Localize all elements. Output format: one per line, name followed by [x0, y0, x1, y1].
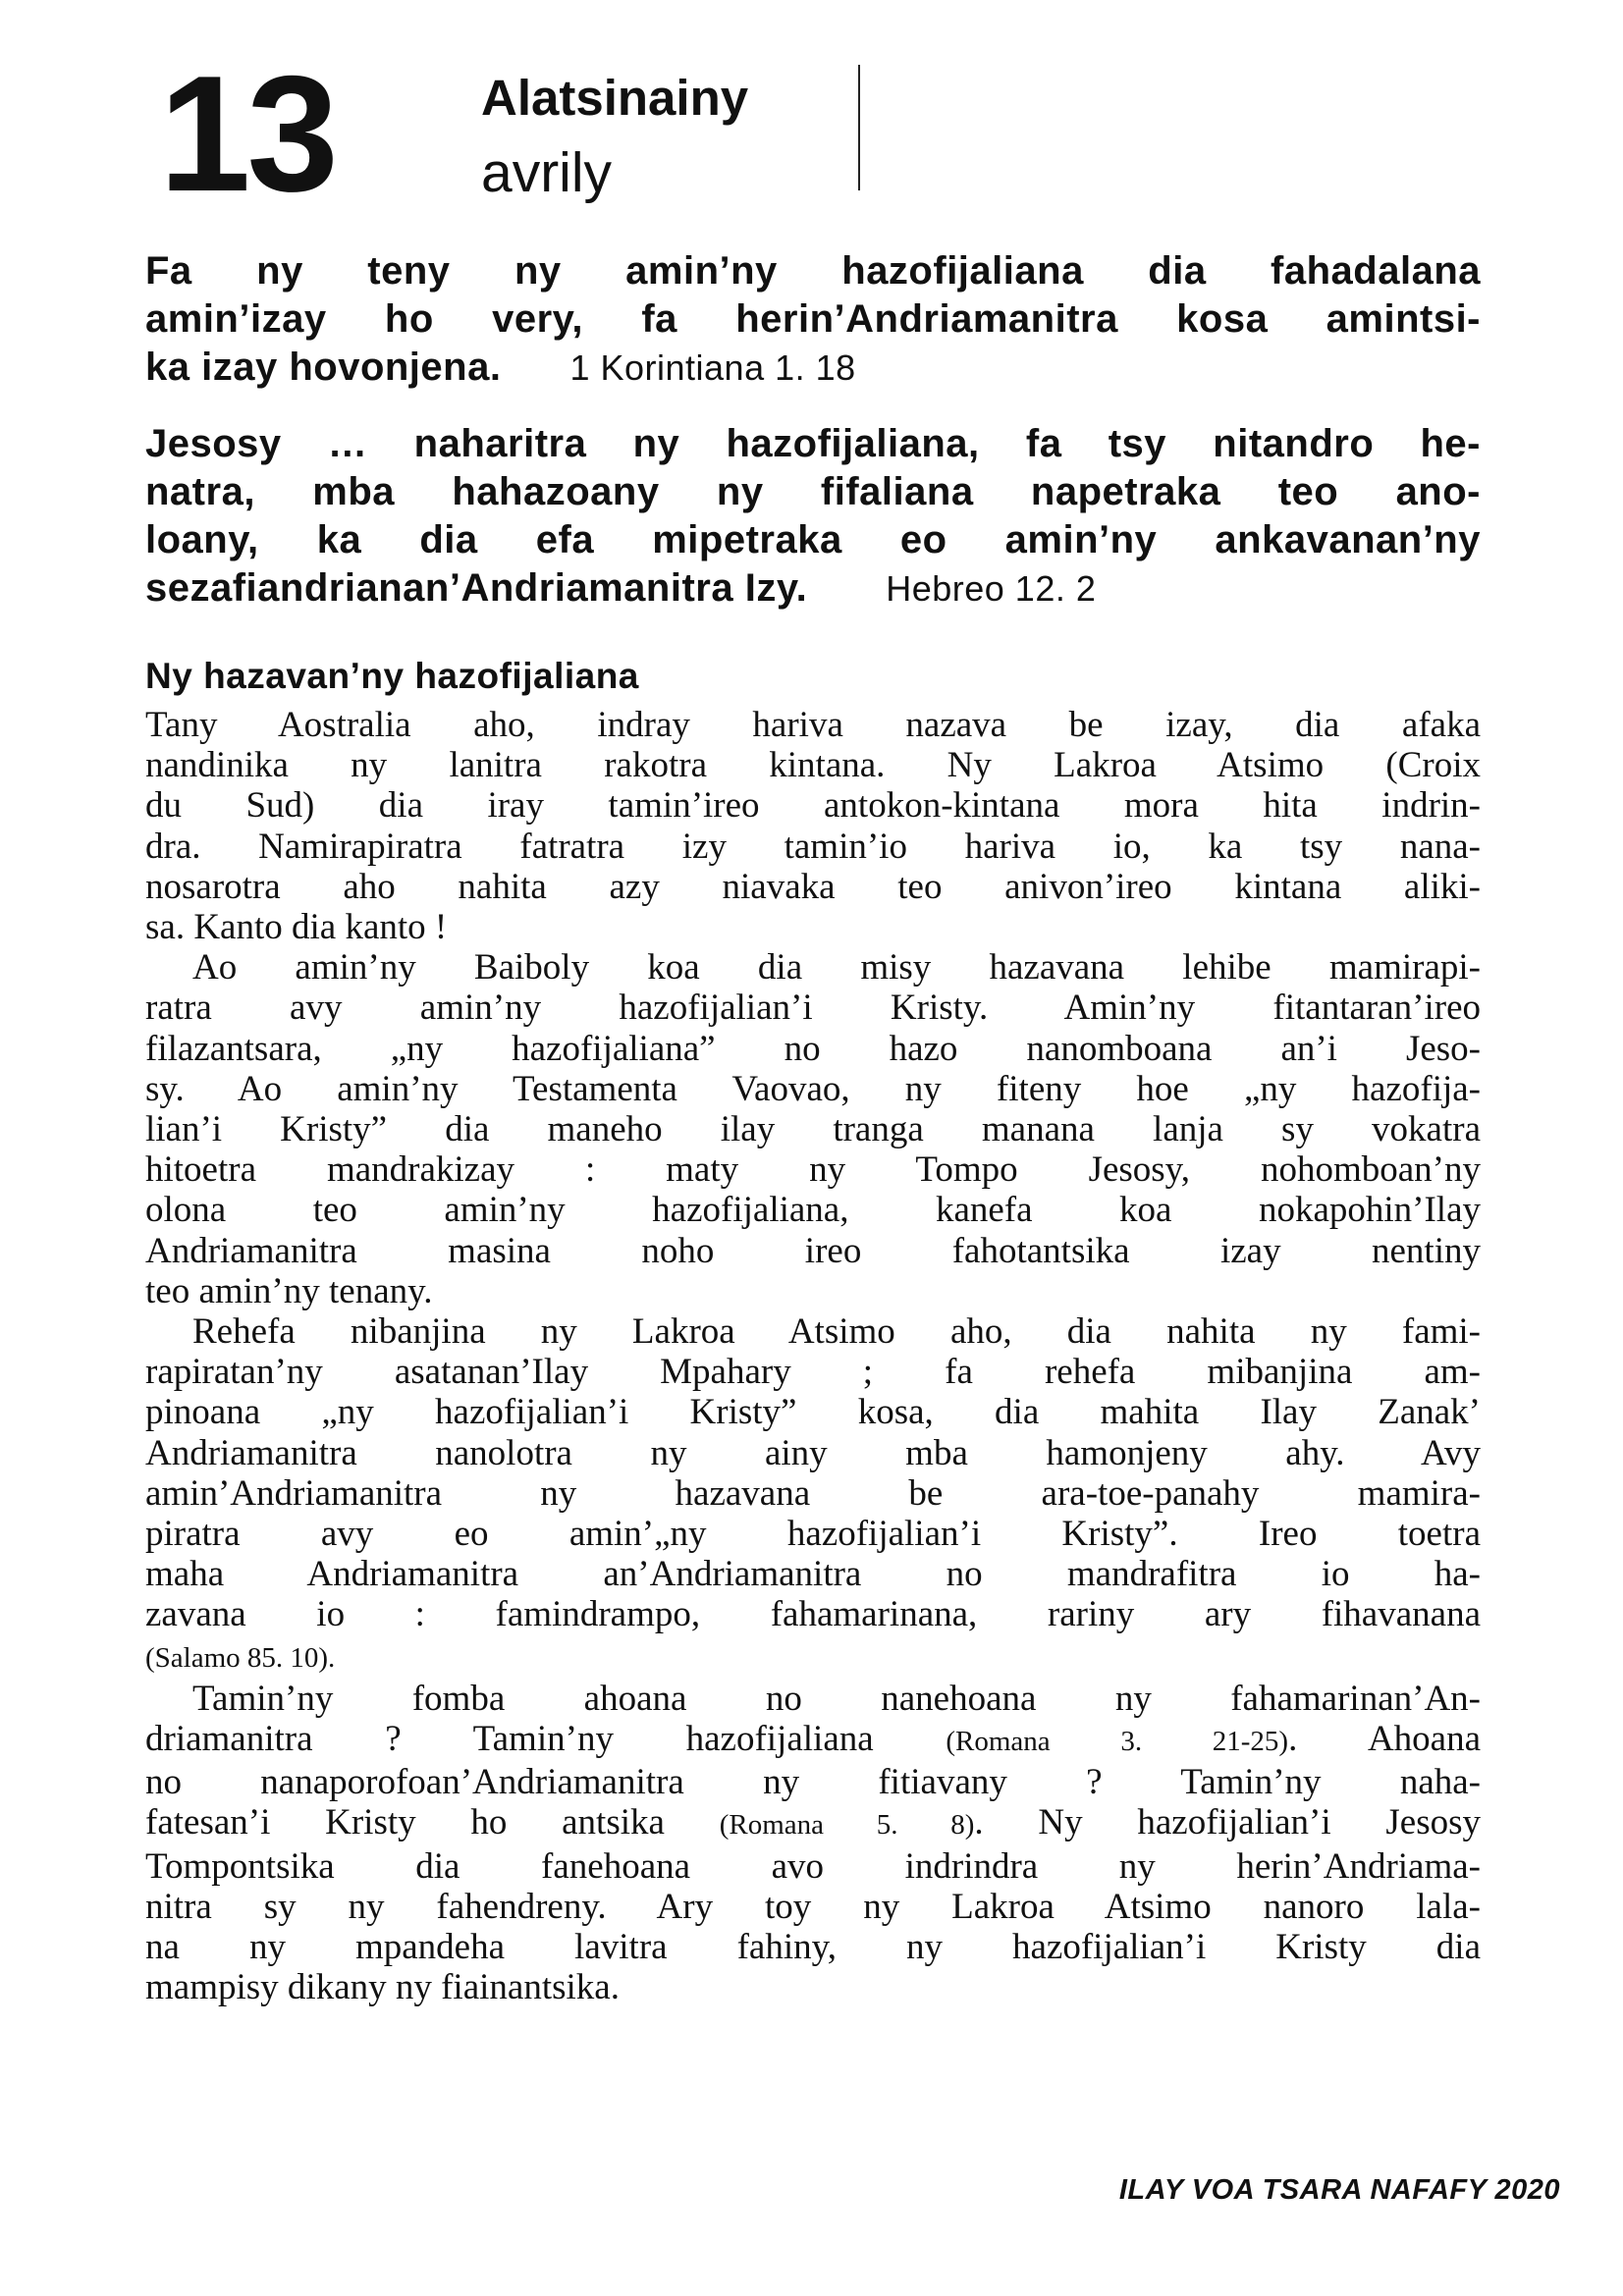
body-line: Tany Aostralia aho, indray hariva nazava be izay, dia afaka — [145, 705, 1481, 745]
verse-line: Fa ny teny ny amin’ny hazofijaliana dia fahadalana — [145, 249, 1481, 293]
body-text-segment: . Ahoana — [1288, 1719, 1482, 1760]
footer-title: ILAY VOA TSARA NAFAFY 2020 — [1118, 2174, 1560, 2206]
body-line: nitra sy ny fahendreny. Ary toy ny Lakroa Atsimo nanoro lala- — [145, 1886, 1481, 1927]
verse-text: ka izay hovonjena. — [145, 346, 502, 389]
header-divider — [858, 65, 860, 190]
body-line: no nanaporofoan’Andriamanitra ny fitiavany ? Tamin’ny naha- — [145, 1762, 1481, 1803]
body-line: mampisy dikany ny fiainantsika. — [145, 1967, 620, 2008]
body-line: sa. Kanto dia kanto ! — [145, 907, 448, 948]
body-line: hitoetra mandrakizay : maty ny Tompo Jesosy, nohomboan’ny — [145, 1149, 1481, 1191]
body-line: maha Andriamanitra an’Andriamanitra no mandrafitra io ha- — [145, 1554, 1481, 1595]
body-line: Andriamanitra masina noho ireo fahotantsika izay nentiny — [145, 1230, 1481, 1271]
body-line: piratra avy eo amin’„ny hazofijalian’i Kristy”. Ireo toetra — [145, 1514, 1481, 1555]
weekday: Alatsinainy — [481, 70, 749, 126]
verse-reference: Hebreo 12. 2 — [886, 568, 1097, 609]
verse-line-last — [145, 344, 1481, 392]
body-line: amin’Andriamanitra ny hazavana be ara-toe-panahy mamira- — [145, 1472, 1481, 1514]
body-line: lian’i Kristy” dia maneho ilay tranga manana lanja sy vokatra — [145, 1109, 1481, 1150]
verse-line: Jesosy … naharitra ny hazofijaliana, fa tsy nitandro he- — [145, 422, 1481, 465]
day-number: 13 — [159, 41, 335, 226]
body-line: dra. Namirapiratra fatratra izy tamin’io hariva io, ka tsy nana- — [145, 826, 1481, 867]
body-line: filazantsara, „ny hazofijaliana” no hazo nanomboana an’i Jeso- — [145, 1028, 1481, 1069]
scripture-reference: (Salamo 85. 10). — [145, 1641, 336, 1674]
body-line: Ao amin’ny Baiboly koa dia misy hazavana lehibe mamirapi- — [192, 947, 1481, 988]
body-line: rapiratan’ny asatanan’Ilay Mpahary ; fa rehefa mibanjina am- — [145, 1352, 1481, 1393]
body-line: du Sud) dia iray tamin’ireo antokon-kintana mora hita indrin- — [145, 785, 1481, 827]
verse-line: natra, mba hahazoany ny fifaliana napetraka teo ano- — [145, 470, 1481, 513]
verse-line-last — [145, 564, 1481, 613]
body-line: sy. Ao amin’ny Testamenta Vaovao, ny fiteny hoe „ny hazofija- — [145, 1068, 1481, 1109]
body-line — [145, 1719, 1481, 1762]
body-line: Tompontsika dia fanehoana avo indrindra ny herin’Andriama- — [145, 1845, 1481, 1887]
body-text-segment: . Ny hazofijalian’i Jesosy — [974, 1802, 1481, 1843]
body-text-segment: driamanitra ? Tamin’ny hazofijaliana — [145, 1719, 947, 1760]
body-text-segment: fatesan’i Kristy ho antsika — [145, 1802, 720, 1843]
body-line: Andriamanitra nanolotra ny ainy mba hamonjeny ahy. Avy — [145, 1432, 1481, 1473]
body-line: olona teo amin’ny hazofijaliana, kanefa koa nokapohin’Ilay — [145, 1190, 1481, 1231]
body-line: pinoana „ny hazofijalian’i Kristy” kosa, dia mahita Ilay Zanak’ — [145, 1392, 1481, 1433]
body-line: Tamin’ny fomba ahoana no nanehoana ny fahamarinan’An- — [192, 1678, 1481, 1719]
body-text — [145, 705, 1481, 2008]
body-line: teo amin’ny tenany. — [145, 1270, 433, 1311]
verse-line: loany, ka dia efa mipetraka eo amin’ny ankavanan’ny — [145, 518, 1481, 561]
body-line: na ny mpandeha lavitra fahiny, ny hazofijalian’i Kristy dia — [145, 1927, 1481, 1968]
body-line — [145, 1635, 1481, 1679]
scripture-reference: (Romana 3. 21-25) — [946, 1726, 1289, 1758]
body-line: ratra avy amin’ny hazofijalian’i Kristy. Amin’ny fitantaran’ireo — [145, 988, 1481, 1029]
verse-reference: 1 Korintiana 1. 18 — [569, 347, 856, 388]
body-line: Rehefa nibanjina ny Lakroa Atsimo aho, dia nahita ny fami- — [192, 1311, 1481, 1353]
verse-line: amin’izay ho very, fa herin’Andriamanitra kosa amintsi- — [145, 297, 1481, 341]
body-line: nandinika ny lanitra rakotra kintana. Ny Lakroa Atsimo (Croix — [145, 745, 1481, 786]
body-line: nosarotra aho nahita azy niavaka teo anivon’ireo kintana aliki- — [145, 866, 1481, 907]
body-line: zavana io : famindrampo, fahamarinana, rariny ary fihavanana — [145, 1594, 1481, 1635]
verse-1 — [145, 247, 1481, 392]
section-title: Ny hazavan’ny hazofijaliana — [145, 656, 639, 696]
body-line — [145, 1802, 1481, 1845]
month: avrily — [481, 141, 613, 204]
scripture-reference: (Romana 5. 8) — [719, 1809, 975, 1842]
verse-2 — [145, 420, 1481, 613]
verse-text: sezafiandrianan’Andriamanitra Izy. — [145, 566, 808, 610]
